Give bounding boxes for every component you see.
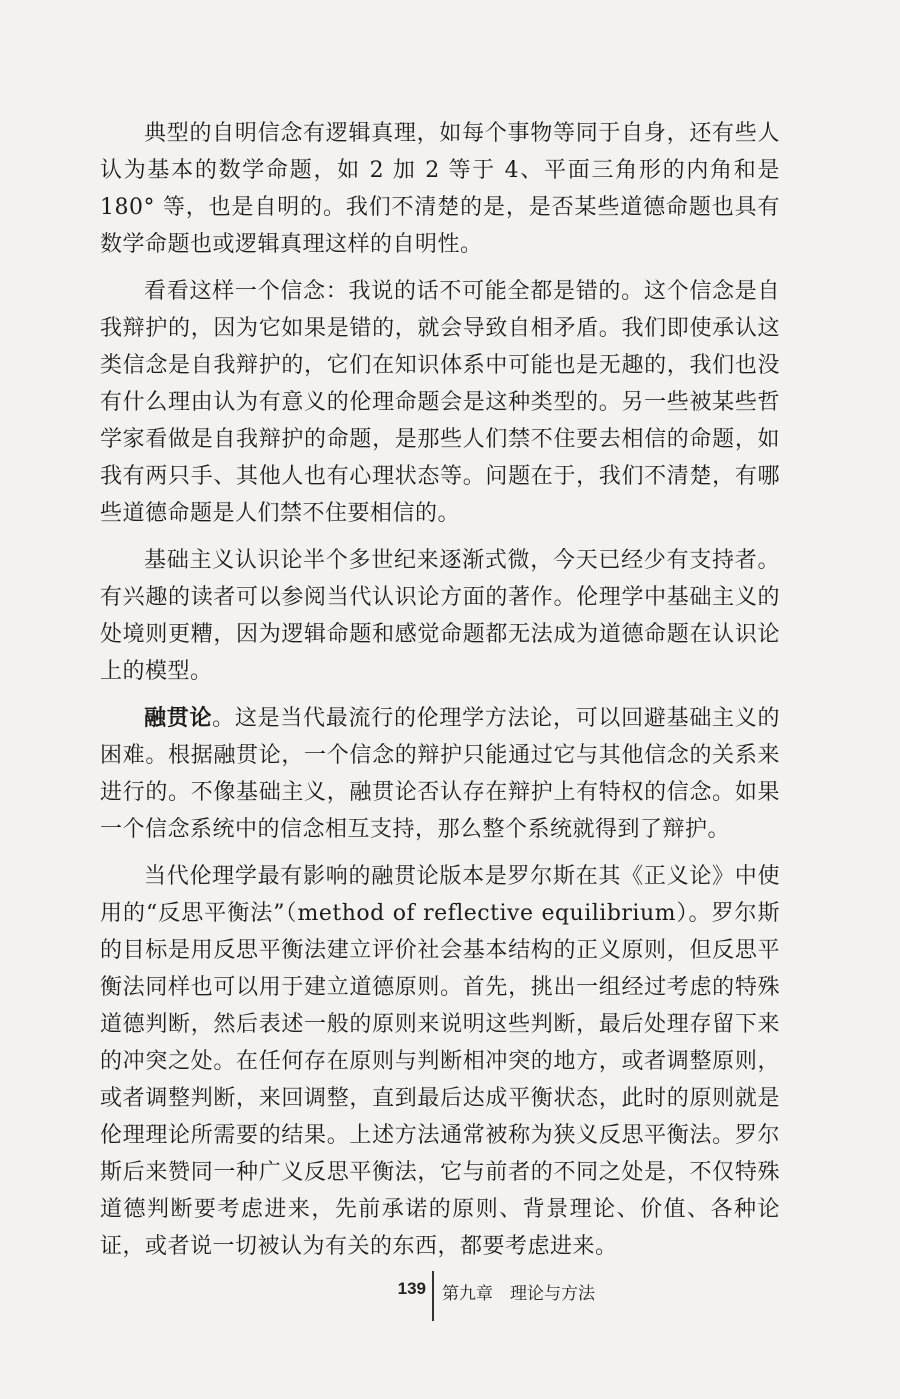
- footer-divider: [432, 1271, 434, 1321]
- paragraph-lead-coherentism: 融贯论: [144, 706, 213, 731]
- body-text: [100, 115, 780, 1275]
- paragraph-self-justifying-beliefs: [100, 273, 780, 532]
- page-number: 139: [397, 1279, 426, 1298]
- paragraph-self-evident-beliefs: [100, 115, 780, 263]
- paragraph-text: 。这是当代最流行的伦理学方法论，可以回避基础主义的困难。根据融贯论，一个信念的辩护只能通过它与其他信念的关系来进行的。不像基础主义，融贯论否认存在辩护上有特权的信念。如果一个信念系统中的信念相互支持，那么整个系统就得到了辩护。: [100, 706, 780, 842]
- paragraph-text: 看看这样一个信念：我说的话不可能全都是错的。这个信念是自我辩护的，因为它如果是错的，就会导致自相矛盾。我们即使承认这类信念是自我辩护的，它们在知识体系中可能也是无趣的，我们也没有什么理由认为有意义的伦理命题会是这种类型的。另一些被某些哲学家看做是自我辩护的命题，是那些人们禁不住要去相信的命题，如我有两只手、其他人也有心理状态等。问题在于，我们不清楚，有哪些道德命题是人们禁不住要相信的。: [100, 279, 780, 526]
- paragraph-text: 当代伦理学最有影响的融贯论版本是罗尔斯在其《正义论》中使用的“反思平衡法”（method of reflective equilibrium）。罗尔斯的目标是用反思平衡法建立评价社会基本结构的正义原则，但反思平衡法同样也可以用于建立道德原则。首先，挑出一组经过考虑的特殊道德判断，然后表述一般的原则来说明这些判断，最后处理存留下来的冲突之处。在任何存在原则与判断相冲突的地方，或者调整原则，或者调整判断，来回调整，直到最后达成平衡状态，此时的原则就是伦理理论所需要的结果。上述方法通常被称为狭义反思平衡法。罗尔斯后来赞同一种广义反思平衡法，它与前者的不同之处是，不仅特殊道德判断要考虑进来，先前承诺的原则、背景理论、价值、各种论证，或者说一切被认为有关的东西，都要考虑进来。: [100, 864, 780, 1259]
- chapter-title: 第九章 理论与方法: [442, 1284, 595, 1304]
- page-footer: [0, 1271, 900, 1331]
- paragraph-text: 基础主义认识论半个多世纪来逐渐式微，今天已经少有支持者。有兴趣的读者可以参阅当代认识论方面的著作。伦理学中基础主义的处境则更糟，因为逻辑命题和感觉命题都无法成为道德命题在认识论上的模型。: [100, 548, 780, 684]
- paragraph-reflective-equilibrium: [100, 858, 780, 1265]
- paragraph-text: 典型的自明信念有逻辑真理，如每个事物等同于自身，还有些人认为基本的数学命题，如 2 加 2 等于 4、平面三角形的内角和是 180° 等，也是自明的。我们不清楚的是，是否某些道德命题也具有数学命题也或逻辑真理这样的自明性。: [100, 121, 780, 257]
- paragraph-foundationalism: [100, 542, 780, 690]
- paragraph-coherentism: [100, 700, 780, 848]
